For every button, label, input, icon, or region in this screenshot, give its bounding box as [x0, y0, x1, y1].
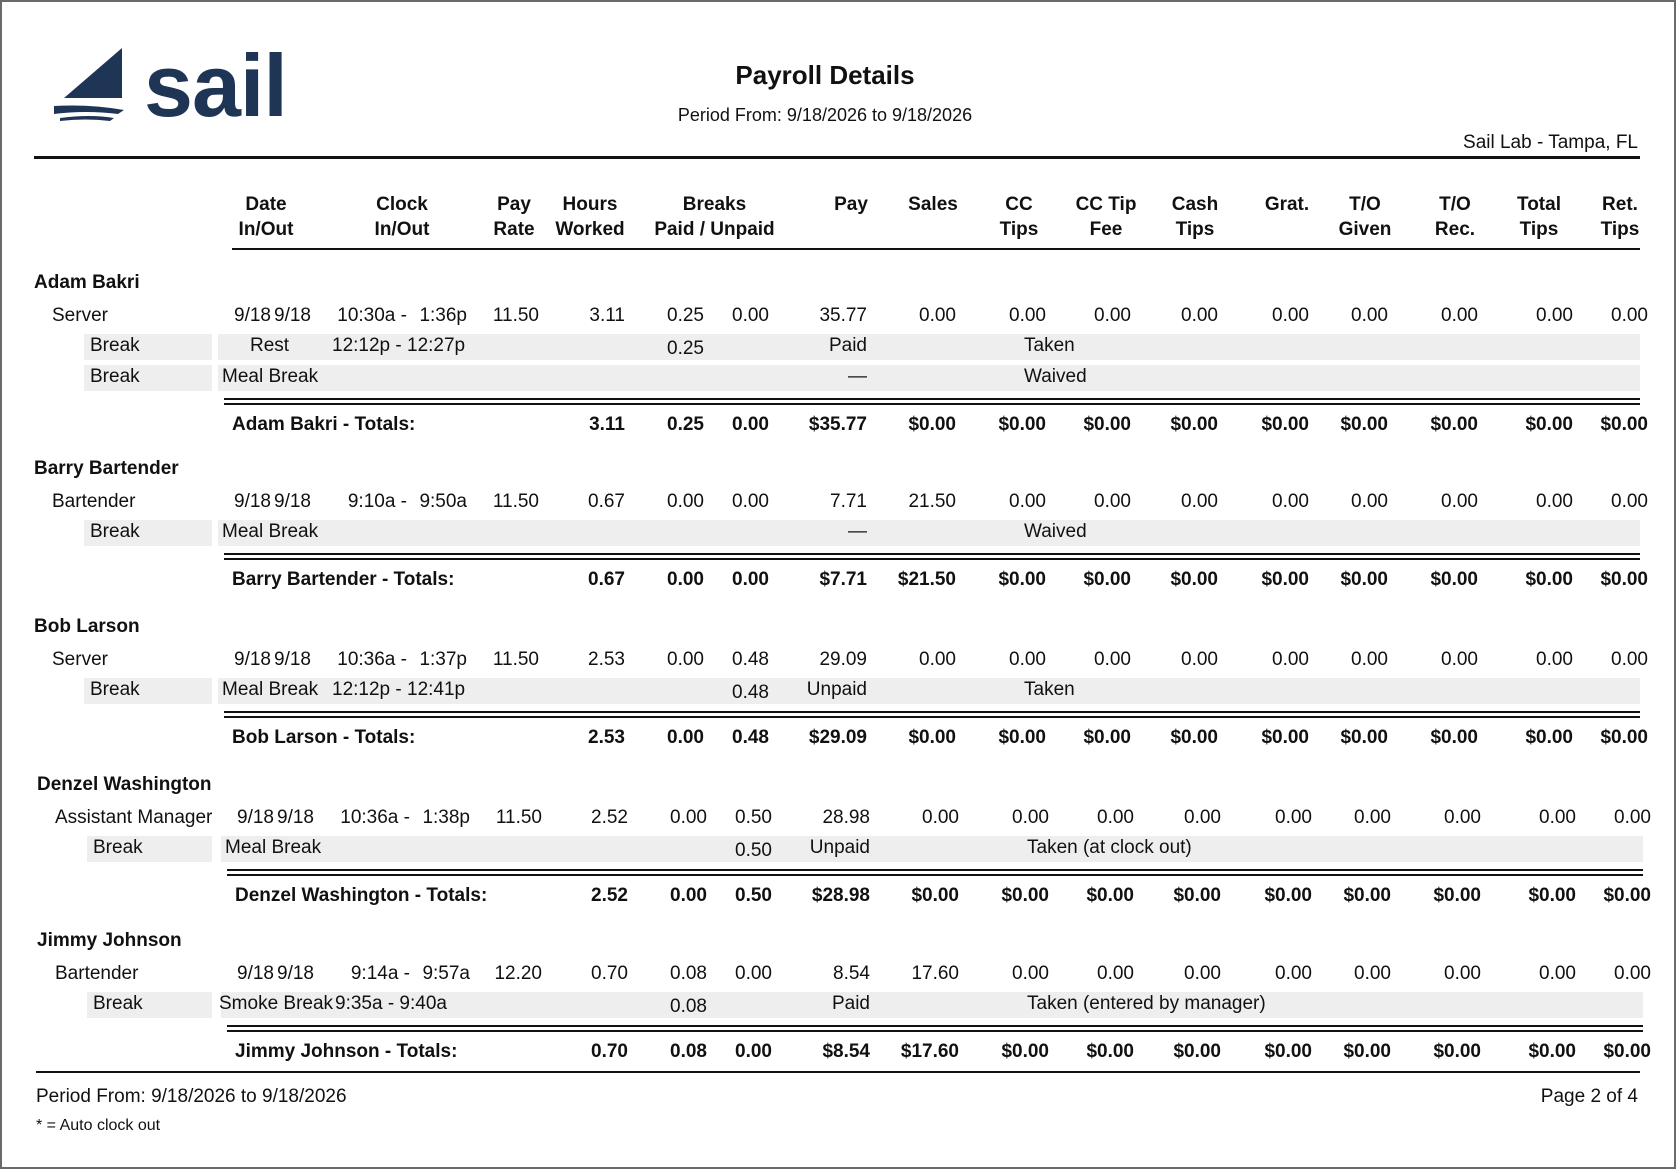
break-pay-status: Unpaid [806, 679, 867, 700]
footer-rule [36, 1071, 1640, 1073]
shift-date-out: 9/18 [277, 963, 314, 984]
totals-grat: $0.00 [1264, 1041, 1312, 1062]
break-label: Break [90, 521, 140, 542]
totals-label: Barry Bartender - Totals: [232, 569, 455, 590]
totals-rule [224, 398, 1640, 405]
shift-breaks-paid: 0.08 [670, 963, 707, 984]
shift-date-out: 9/18 [274, 649, 311, 670]
totals-grat: $0.00 [1261, 727, 1309, 748]
shift-pay-rate: 12.20 [494, 963, 542, 984]
shift-pay-rate: 11.50 [492, 305, 539, 326]
totals-breaks-unpaid: 0.00 [732, 414, 769, 435]
shift-role: Bartender [55, 963, 139, 984]
totals-cc-tips: $0.00 [998, 727, 1046, 748]
break-status-note: Waived [1024, 366, 1087, 387]
shift-grat: 0.00 [1275, 807, 1312, 828]
shift-cc-tips: 0.00 [1009, 491, 1046, 512]
shift-breaks-paid: 0.00 [670, 807, 707, 828]
break-status-note: Taken [1024, 335, 1075, 356]
totals-to-rec: $0.00 [1430, 569, 1478, 590]
shift-to-rec: 0.00 [1444, 807, 1481, 828]
break-label: Break [90, 679, 140, 700]
shift-clock-out: 1:37p [419, 649, 467, 670]
break-status-note: Taken [1024, 679, 1075, 700]
totals-cc-tip-fee: $0.00 [1083, 727, 1131, 748]
shift-total-tips: 0.00 [1536, 305, 1573, 326]
totals-sales: $0.00 [908, 414, 956, 435]
shift-total-tips: 0.00 [1536, 649, 1573, 670]
shift-clock-out: 9:50a [419, 491, 467, 512]
shift-to-given: 0.00 [1351, 491, 1388, 512]
totals-ret-tips: $0.00 [1600, 727, 1648, 748]
totals-breaks-paid: 0.00 [667, 727, 704, 748]
totals-sales: $17.60 [900, 1041, 959, 1062]
shift-breaks-unpaid: 0.00 [732, 305, 769, 326]
col-date-in-out: Date In/Out [238, 194, 294, 240]
shift-breaks-paid: 0.00 [667, 649, 704, 670]
col-to-rec: T/O Rec. [1434, 194, 1476, 240]
shift-breaks-unpaid: 0.00 [735, 963, 772, 984]
shift-ret-tips: 0.00 [1611, 305, 1648, 326]
shift-clock-in: 10:36a - [337, 649, 407, 670]
shift-pay: 29.09 [819, 649, 867, 670]
break-row [2, 837, 1648, 863]
shift-to-given: 0.00 [1351, 649, 1388, 670]
totals-total-tips: $0.00 [1525, 727, 1573, 748]
shift-breaks-paid: 0.00 [667, 491, 704, 512]
col-cash-tips: Cash Tips [1171, 194, 1219, 240]
shift-cc-tip-fee: 0.00 [1094, 649, 1131, 670]
break-type: Smoke Break [219, 993, 334, 1014]
shift-date-in: 9/18 [234, 649, 271, 670]
col-to-given: T/O Given [1338, 194, 1392, 240]
totals-pay: $35.77 [808, 414, 867, 435]
shift-clock-out: 1:36p [419, 305, 467, 326]
shift-breaks-unpaid: 0.00 [732, 491, 769, 512]
totals-breaks-paid: 0.00 [667, 569, 704, 590]
totals-breaks-unpaid: 0.00 [732, 569, 769, 590]
totals-rule [227, 1025, 1643, 1032]
totals-row [2, 727, 1648, 753]
totals-rule [224, 553, 1640, 560]
totals-grat: $0.00 [1261, 569, 1309, 590]
totals-sales: $21.50 [897, 569, 956, 590]
employee-name: Jimmy Johnson [37, 930, 182, 951]
shift-breaks-paid: 0.25 [667, 305, 704, 326]
shift-to-rec: 0.00 [1441, 305, 1478, 326]
break-label: Break [90, 335, 140, 356]
shift-hours: 3.11 [589, 305, 625, 326]
totals-cc-tips: $0.00 [998, 414, 1046, 435]
totals-ret-tips: $0.00 [1600, 414, 1648, 435]
totals-ret-tips: $0.00 [1600, 569, 1648, 590]
break-row [2, 521, 1648, 547]
totals-to-rec: $0.00 [1430, 414, 1478, 435]
col-hours-worked: Hours Worked [555, 194, 625, 240]
break-type: Meal Break [222, 521, 319, 542]
totals-to-rec: $0.00 [1430, 727, 1478, 748]
totals-cc-tip-fee: $0.00 [1086, 1041, 1134, 1062]
shift-to-given: 0.00 [1351, 305, 1388, 326]
shift-breaks-unpaid: 0.50 [735, 807, 772, 828]
shift-role: Server [52, 649, 108, 670]
totals-ret-tips: $0.00 [1603, 1041, 1651, 1062]
break-label: Break [90, 366, 140, 387]
totals-label: Denzel Washington - Totals: [235, 885, 488, 906]
shift-total-tips: 0.00 [1539, 963, 1576, 984]
break-type: Meal Break [225, 837, 322, 858]
totals-total-tips: $0.00 [1528, 1041, 1576, 1062]
totals-total-tips: $0.00 [1525, 569, 1573, 590]
col-grat: Grat. [1264, 194, 1310, 215]
shift-sales: 21.50 [908, 491, 956, 512]
report-period: Period From: 9/18/2026 to 9/18/2026 [677, 105, 973, 125]
shift-row [2, 807, 1651, 833]
shift-row [2, 649, 1648, 675]
employee-name: Adam Bakri [34, 272, 140, 293]
shift-cash-tips: 0.00 [1181, 649, 1218, 670]
totals-breaks-unpaid: 0.48 [732, 727, 769, 748]
totals-sales: $0.00 [911, 885, 959, 906]
employee-name: Bob Larson [34, 616, 140, 637]
logo-text: sail [144, 36, 287, 135]
totals-row [2, 1041, 1651, 1067]
shift-pay: 8.54 [833, 963, 870, 984]
footer-note: * = Auto clock out [36, 1117, 161, 1134]
totals-cash-tips: $0.00 [1170, 727, 1218, 748]
shift-to-rec: 0.00 [1441, 649, 1478, 670]
shift-cc-tips: 0.00 [1012, 963, 1049, 984]
shift-hours: 0.70 [591, 963, 628, 984]
col-clock-in-out: Clock In/Out [374, 194, 430, 240]
shift-cash-tips: 0.00 [1181, 305, 1218, 326]
totals-cash-tips: $0.00 [1173, 1041, 1221, 1062]
break-pay-status: — [848, 366, 867, 387]
col-ret-tips: Ret. Tips [1600, 194, 1640, 240]
shift-sales: 0.00 [922, 807, 959, 828]
shift-clock-in: 9:10a - [347, 491, 407, 512]
totals-pay: $29.09 [808, 727, 867, 748]
shift-date-in: 9/18 [237, 963, 274, 984]
shift-role: Server [52, 305, 108, 326]
shift-total-tips: 0.00 [1536, 491, 1573, 512]
totals-to-given: $0.00 [1340, 727, 1388, 748]
shift-to-rec: 0.00 [1444, 963, 1481, 984]
shift-date-in: 9/18 [234, 491, 271, 512]
footer-period: Period From: 9/18/2026 to 9/18/2026 [36, 1086, 347, 1107]
shift-role: Bartender [52, 491, 136, 512]
break-type: Rest [250, 335, 290, 356]
shift-clock-in: 10:30a - [337, 305, 407, 326]
totals-rule [227, 869, 1643, 876]
shift-to-rec: 0.00 [1441, 491, 1478, 512]
shift-cc-tips: 0.00 [1009, 649, 1046, 670]
totals-cc-tip-fee: $0.00 [1083, 569, 1131, 590]
shift-role: Assistant Manager [55, 807, 213, 828]
totals-cc-tips: $0.00 [1001, 1041, 1049, 1062]
employee-name: Denzel Washington [37, 774, 212, 795]
totals-hours: 3.11 [589, 414, 625, 435]
totals-cc-tip-fee: $0.00 [1086, 885, 1134, 906]
shift-row [2, 491, 1648, 517]
break-type: Meal Break [222, 679, 319, 700]
totals-cc-tips: $0.00 [998, 569, 1046, 590]
shift-sales: 0.00 [919, 305, 956, 326]
totals-to-rec: $0.00 [1433, 885, 1481, 906]
shift-clock-in: 10:36a - [340, 807, 410, 828]
shift-pay: 35.77 [819, 305, 867, 326]
break-paid: 0.25 [667, 338, 704, 359]
shift-to-given: 0.00 [1354, 807, 1391, 828]
shift-clock-out: 9:57a [422, 963, 470, 984]
break-row [2, 993, 1648, 1019]
break-time: 12:12p - 12:27p [332, 335, 466, 356]
totals-cash-tips: $0.00 [1173, 885, 1221, 906]
totals-to-given: $0.00 [1340, 569, 1388, 590]
totals-breaks-paid: 0.08 [670, 1041, 707, 1062]
totals-to-given: $0.00 [1340, 414, 1388, 435]
shift-cash-tips: 0.00 [1184, 807, 1221, 828]
shift-grat: 0.00 [1272, 649, 1309, 670]
totals-to-rec: $0.00 [1433, 1041, 1481, 1062]
shift-to-given: 0.00 [1354, 963, 1391, 984]
shift-hours: 2.53 [588, 649, 625, 670]
col-total-tips: Total Tips [1517, 194, 1561, 240]
shift-hours: 0.67 [588, 491, 625, 512]
shift-cc-tip-fee: 0.00 [1094, 491, 1131, 512]
break-pay-status: Paid [828, 335, 867, 356]
shift-date-out: 9/18 [277, 807, 314, 828]
break-pay-status: Paid [831, 993, 870, 1014]
totals-total-tips: $0.00 [1525, 414, 1573, 435]
shift-date-out: 9/18 [274, 491, 311, 512]
totals-breaks-unpaid: 0.00 [735, 1041, 772, 1062]
break-time: 12:12p - 12:41p [332, 679, 466, 700]
col-pay: Pay [834, 194, 868, 215]
col-pay-rate: Pay Rate [493, 194, 535, 240]
break-pay-status: Unpaid [809, 837, 870, 858]
shift-pay-rate: 11.50 [492, 491, 539, 512]
shift-pay-rate: 11.50 [492, 649, 539, 670]
shift-cash-tips: 0.00 [1184, 963, 1221, 984]
totals-breaks-paid: 0.00 [670, 885, 707, 906]
totals-pay: $8.54 [822, 1041, 870, 1062]
totals-label: Jimmy Johnson - Totals: [235, 1041, 458, 1062]
shift-ret-tips: 0.00 [1614, 963, 1651, 984]
shift-grat: 0.00 [1272, 305, 1309, 326]
break-row [2, 679, 1648, 705]
shift-grat: 0.00 [1272, 491, 1309, 512]
column-header-rule [232, 248, 1640, 250]
totals-cash-tips: $0.00 [1170, 414, 1218, 435]
shift-ret-tips: 0.00 [1614, 807, 1651, 828]
shift-ret-tips: 0.00 [1611, 491, 1648, 512]
break-unpaid: 0.50 [735, 840, 772, 861]
break-time: 9:35a - 9:40a [335, 993, 447, 1014]
totals-grat: $0.00 [1261, 414, 1309, 435]
shift-row [2, 963, 1651, 989]
totals-hours: 2.52 [591, 885, 628, 906]
col-sales: Sales [908, 194, 958, 215]
shift-cc-tips: 0.00 [1012, 807, 1049, 828]
break-label: Break [93, 993, 143, 1014]
totals-rule [224, 711, 1640, 718]
employee-name: Barry Bartender [34, 458, 179, 479]
location-label: Sail Lab - Tampa, FL [1463, 132, 1638, 153]
break-type: Meal Break [222, 366, 319, 387]
header-rule [34, 156, 1640, 159]
shift-hours: 2.52 [591, 807, 628, 828]
shift-pay: 28.98 [822, 807, 870, 828]
shift-sales: 17.60 [911, 963, 959, 984]
break-label: Break [93, 837, 143, 858]
totals-cash-tips: $0.00 [1170, 569, 1218, 590]
break-row [2, 366, 1648, 392]
shift-cc-tip-fee: 0.00 [1097, 807, 1134, 828]
totals-row [2, 885, 1651, 911]
shift-breaks-unpaid: 0.48 [732, 649, 769, 670]
totals-label: Bob Larson - Totals: [232, 727, 416, 748]
shift-date-in: 9/18 [234, 305, 271, 326]
totals-breaks-paid: 0.25 [667, 414, 704, 435]
break-unpaid: 0.48 [732, 682, 769, 703]
shift-date-out: 9/18 [274, 305, 311, 326]
shift-grat: 0.00 [1275, 963, 1312, 984]
totals-label: Adam Bakri - Totals: [232, 414, 416, 435]
totals-row [2, 414, 1648, 440]
totals-sales: $0.00 [908, 727, 956, 748]
break-row [2, 335, 1648, 361]
shift-cash-tips: 0.00 [1181, 491, 1218, 512]
break-status-note: Taken (entered by manager) [1027, 993, 1266, 1014]
shift-pay-rate: 11.50 [495, 807, 542, 828]
col-cc-tip-fee: CC Tip Fee [1075, 194, 1137, 240]
totals-to-given: $0.00 [1343, 885, 1391, 906]
shift-pay: 7.71 [830, 491, 867, 512]
break-pay-status: — [848, 521, 867, 542]
totals-row [2, 569, 1648, 595]
shift-cc-tips: 0.00 [1009, 305, 1046, 326]
shift-clock-out: 1:38p [422, 807, 470, 828]
totals-cc-tip-fee: $0.00 [1083, 414, 1131, 435]
col-cc-tips: CC Tips [999, 194, 1039, 240]
totals-breaks-unpaid: 0.50 [735, 885, 772, 906]
shift-row [2, 305, 1648, 331]
totals-total-tips: $0.00 [1528, 885, 1576, 906]
totals-cc-tips: $0.00 [1001, 885, 1049, 906]
col-breaks: Breaks Paid / Unpaid [654, 194, 775, 240]
shift-clock-in: 9:14a - [350, 963, 410, 984]
break-status-note: Waived [1024, 521, 1087, 542]
page-number: Page 2 of 4 [1540, 1086, 1638, 1107]
totals-pay: $7.71 [819, 569, 867, 590]
totals-hours: 0.70 [591, 1041, 628, 1062]
totals-hours: 0.67 [588, 569, 625, 590]
totals-pay: $28.98 [811, 885, 870, 906]
totals-grat: $0.00 [1264, 885, 1312, 906]
totals-to-given: $0.00 [1343, 1041, 1391, 1062]
totals-hours: 2.53 [588, 727, 625, 748]
shift-ret-tips: 0.00 [1611, 649, 1648, 670]
shift-date-in: 9/18 [237, 807, 274, 828]
shift-total-tips: 0.00 [1539, 807, 1576, 828]
break-paid: 0.08 [670, 996, 707, 1017]
break-status-note: Taken (at clock out) [1027, 837, 1192, 858]
report-title: Payroll Details [735, 60, 915, 90]
totals-ret-tips: $0.00 [1603, 885, 1651, 906]
shift-sales: 0.00 [919, 649, 956, 670]
shift-cc-tip-fee: 0.00 [1097, 963, 1134, 984]
shift-cc-tip-fee: 0.00 [1094, 305, 1131, 326]
